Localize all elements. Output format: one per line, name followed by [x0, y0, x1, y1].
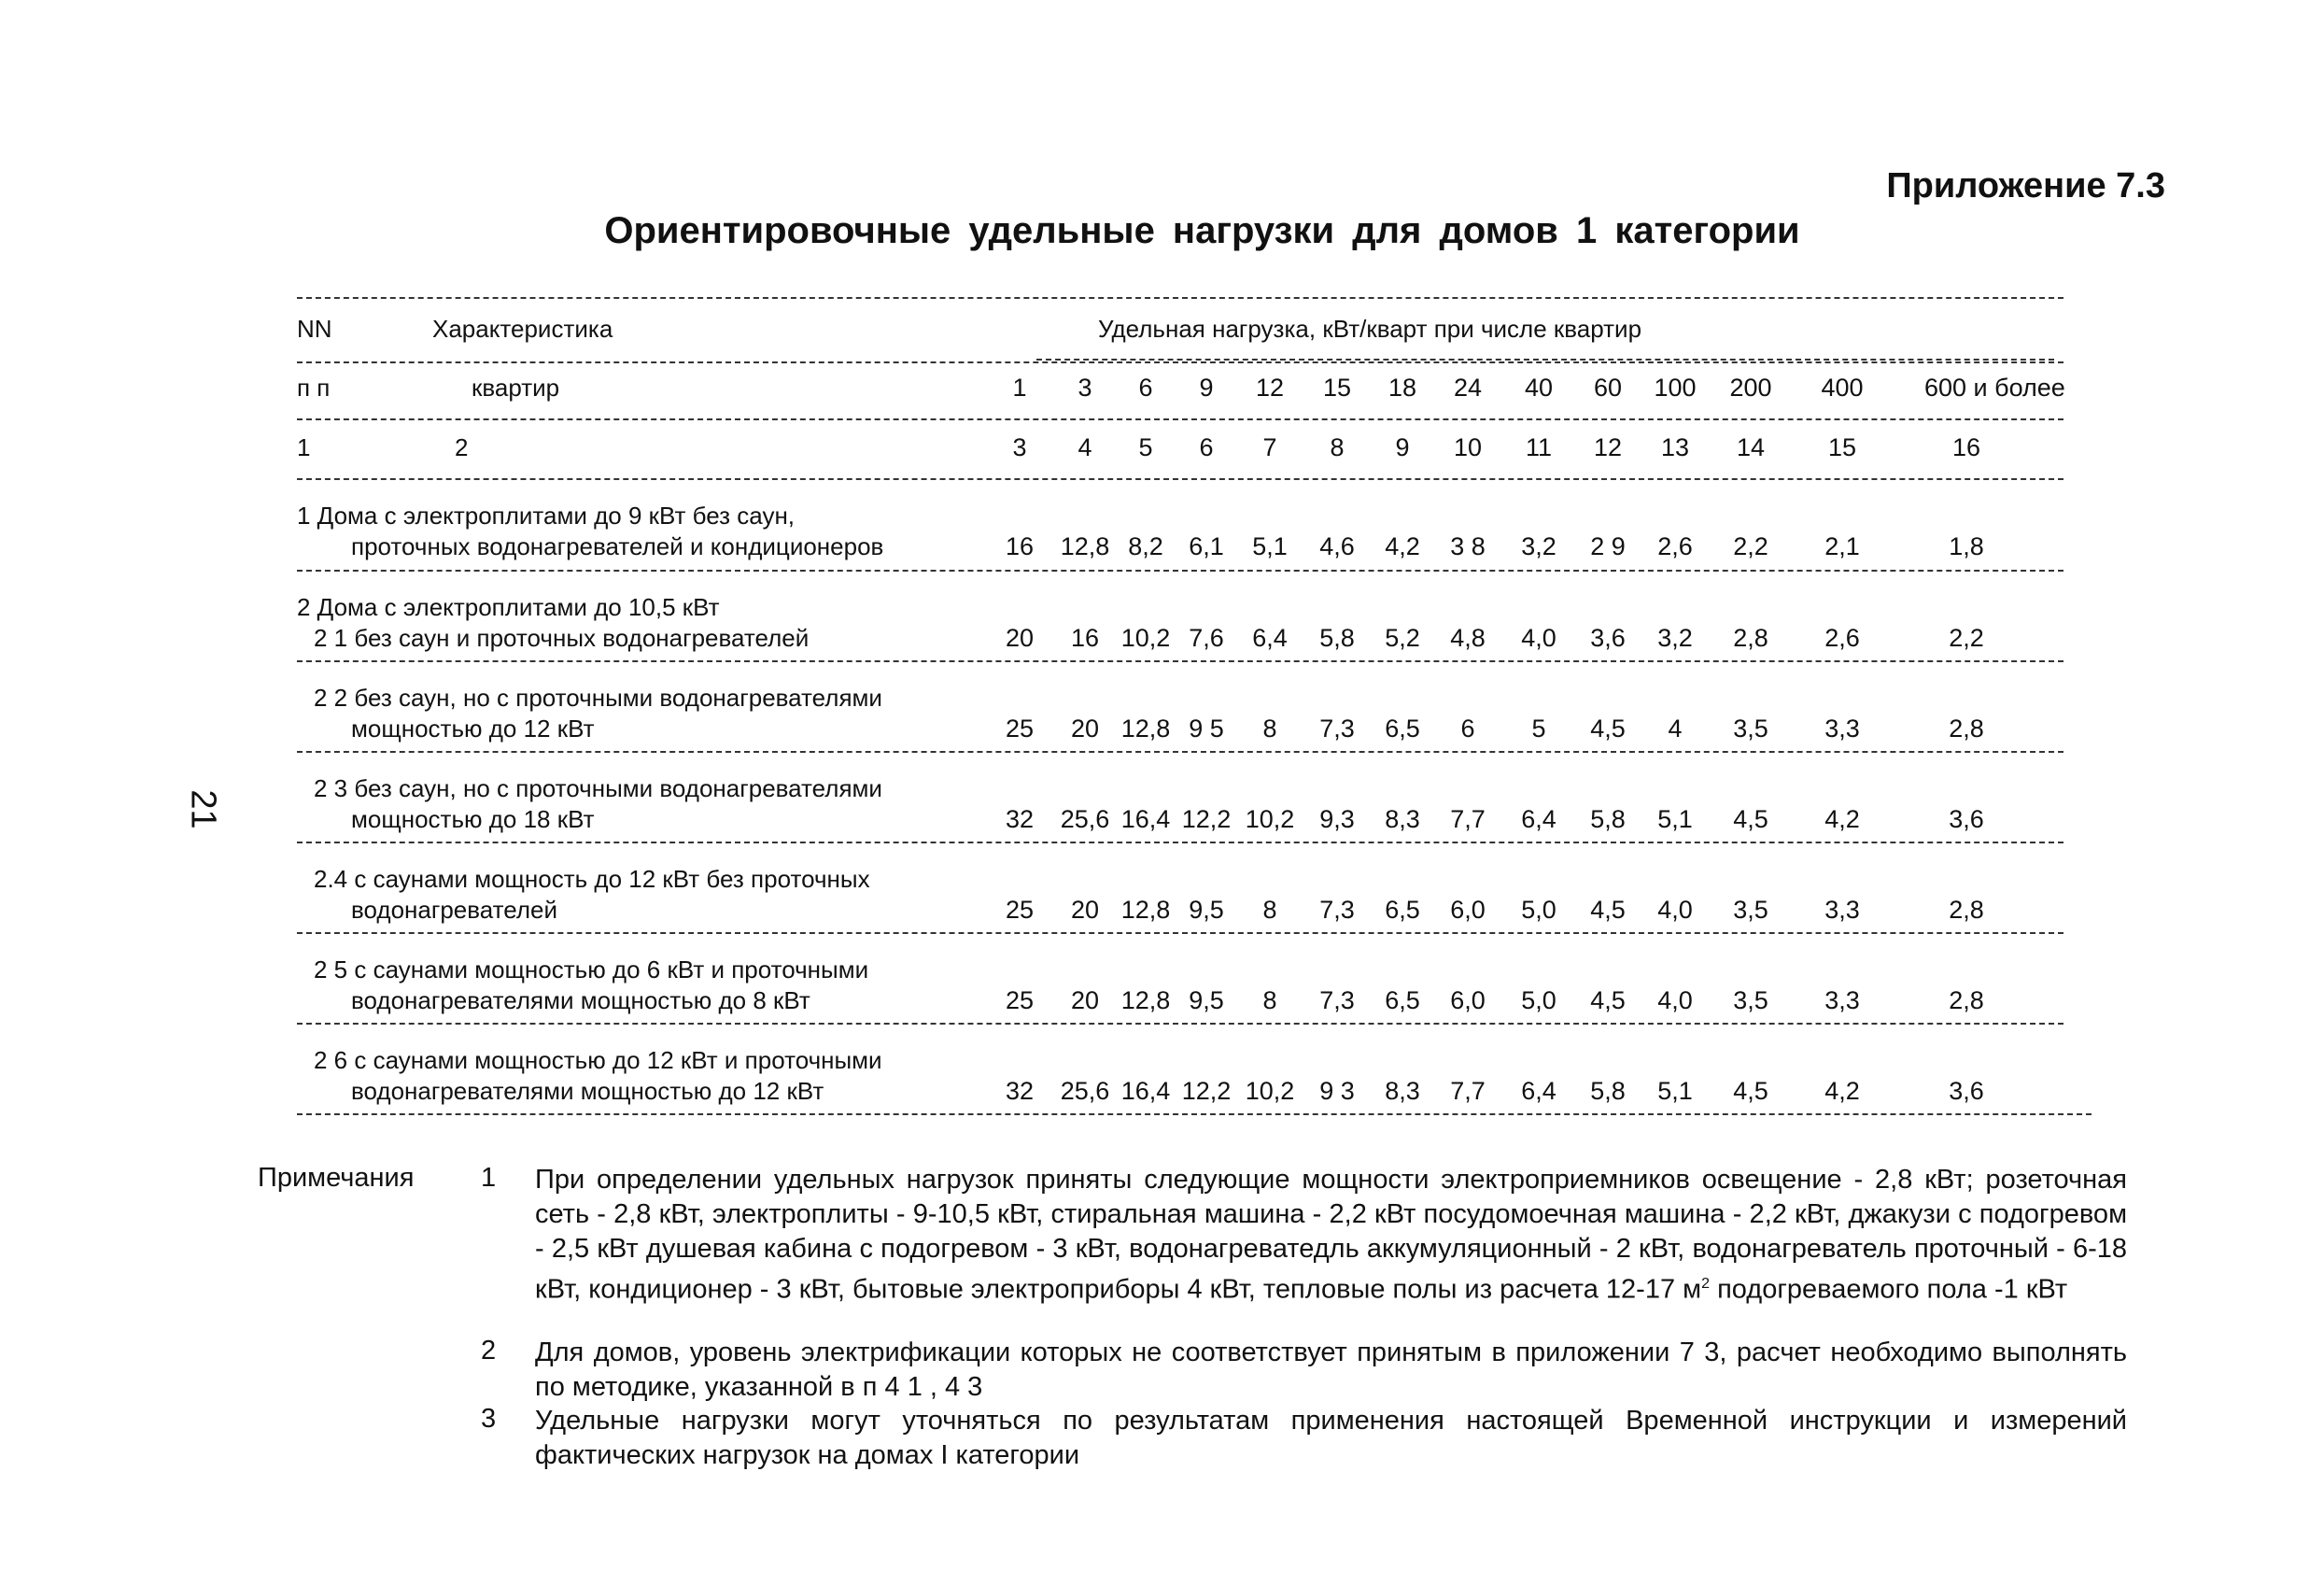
table-row-label: 2 Дома с электроплитами до 10,5 кВт	[297, 593, 720, 621]
table-row-label: водонагревателями мощностью до 8 кВт	[351, 986, 810, 1014]
header-column-number: 7	[1262, 433, 1277, 461]
table-cell-value: 6,4	[1252, 624, 1288, 652]
table-row-label: 2 1 без саун и проточных водонагревателей	[314, 624, 810, 652]
table-cell-value: 6,5	[1385, 715, 1420, 743]
note-text-1	[535, 1163, 2127, 1308]
header-apartment-count: 200	[1729, 374, 1772, 402]
header-column-number: 12	[1593, 433, 1623, 461]
table-cell-value: 12,8	[1120, 986, 1171, 1014]
table-rule	[297, 478, 2063, 480]
table-cell-value: 3,5	[1733, 896, 1768, 924]
table-cell-value: 20	[1070, 896, 1100, 924]
header-nn: NN	[297, 315, 332, 343]
table-cell-value: 16	[1005, 532, 1035, 560]
table-cell-value: 4,0	[1657, 896, 1693, 924]
table-cell-value: 7,3	[1319, 986, 1355, 1014]
table-cell-value: 25	[1005, 896, 1035, 924]
page-title: Ориентировочные удельные нагрузки для домов 1 категории	[604, 210, 1800, 251]
table-cell-value: 4,5	[1590, 896, 1626, 924]
table-cell-value: 8	[1262, 986, 1277, 1014]
table-cell-value: 7,3	[1319, 896, 1355, 924]
table-cell-value: 2,8	[1949, 986, 1984, 1014]
note-text-2: Для домов, уровень электрификации которых не соответствует принятым в приложении 7 3, расчет необходимо выполнять по методике, указанной в п 4 1 , 4 3	[535, 1337, 2127, 1402]
table-row-label: 1 Дома с электроплитами до 9 кВт без саун,	[297, 502, 796, 530]
header-characteristic: Характеристика	[432, 315, 613, 343]
table-cell-value: 4	[1668, 715, 1683, 743]
table-rule	[297, 660, 2063, 662]
table-cell-value: 2,6	[1824, 624, 1860, 652]
notes-label: Примечания	[258, 1163, 415, 1193]
table-cell-value: 5,1	[1657, 805, 1693, 833]
table-cell-value: 4,5	[1733, 805, 1768, 833]
header-apartment-count: 12	[1255, 374, 1285, 402]
table-cell-value: 7,6	[1189, 624, 1224, 652]
table-cell-value: 2,8	[1733, 624, 1768, 652]
table-row-label: мощностью до 18 кВт	[351, 805, 595, 833]
header-column-number: 11	[1525, 433, 1553, 461]
table-cell-value: 8,3	[1385, 1077, 1420, 1105]
note-text-1-tail: подогреваемого пола -1 кВт	[1710, 1274, 2068, 1305]
table-cell-value: 10,2	[1120, 624, 1171, 652]
header-apartment-count: 400	[1821, 374, 1864, 402]
header-characteristic-sub: квартир	[472, 374, 560, 402]
table-row-label: 2 3 без саун, но с проточными водонагревателями	[314, 774, 882, 802]
table-cell-value: 9 3	[1319, 1077, 1355, 1105]
table-cell-value: 20	[1070, 986, 1100, 1014]
header-column-number: 13	[1660, 433, 1690, 461]
table-cell-value: 3,5	[1733, 986, 1768, 1014]
header-apartment-count: 40	[1524, 374, 1554, 402]
table-cell-value: 10,2	[1245, 1077, 1295, 1105]
table-cell-value: 3,6	[1590, 624, 1626, 652]
table-cell-value: 5,2	[1385, 624, 1420, 652]
header-column-number: 1	[297, 433, 311, 461]
table-cell-value: 2,8	[1949, 715, 1984, 743]
table-cell-value: 2,6	[1657, 532, 1693, 560]
header-apartment-count: 18	[1387, 374, 1417, 402]
table-rule	[297, 1113, 2092, 1115]
table-cell-value: 8,2	[1128, 532, 1163, 560]
table-cell-value: 4,0	[1521, 624, 1556, 652]
header-column-number: 5	[1138, 433, 1153, 461]
header-column-number: 14	[1736, 433, 1766, 461]
table-cell-value: 25,6	[1060, 805, 1110, 833]
table-cell-value: 7,7	[1450, 805, 1486, 833]
table-cell-value: 8,3	[1385, 805, 1420, 833]
table-cell-value: 2,2	[1733, 532, 1768, 560]
header-nn-sub: п п	[297, 374, 331, 402]
table-cell-value: 25,6	[1060, 1077, 1110, 1105]
table-rule	[297, 418, 2063, 420]
table-cell-value: 7,7	[1450, 1077, 1486, 1105]
table-cell-value: 3,6	[1949, 805, 1984, 833]
header-column-number: 6	[1199, 433, 1214, 461]
table-cell-value: 3,3	[1824, 986, 1860, 1014]
table-cell-value: 32	[1005, 1077, 1035, 1105]
table-cell-value: 3,2	[1657, 624, 1693, 652]
table-row-label: 2 2 без саун, но с проточными водонагревателями	[314, 684, 882, 712]
table-cell-value: 4,5	[1733, 1077, 1768, 1105]
header-apartment-count: 9	[1199, 374, 1214, 402]
table-cell-value: 32	[1005, 805, 1035, 833]
header-column-number: 10	[1453, 433, 1483, 461]
table-cell-value: 4,2	[1824, 805, 1860, 833]
table-rule	[297, 361, 2063, 363]
table-cell-value: 3,3	[1824, 896, 1860, 924]
table-cell-value: 5,8	[1590, 805, 1626, 833]
table-cell-value: 5,8	[1319, 624, 1355, 652]
header-load-title: Удельная нагрузка, кВт/кварт при числе квартир	[1098, 315, 1642, 343]
table-cell-value: 7,3	[1319, 715, 1355, 743]
table-cell-value: 9,5	[1189, 896, 1224, 924]
header-column-number: 9	[1395, 433, 1410, 461]
table-rule	[297, 1023, 2063, 1025]
table-cell-value: 3 8	[1450, 532, 1486, 560]
table-cell-value: 25	[1005, 715, 1035, 743]
header-column-number: 16	[1951, 433, 1981, 461]
table-rule	[297, 297, 2063, 299]
note-text-3: Удельные нагрузки могут уточняться по результатам применения настоящей Временной инструкции и измерений фактических нагрузок на домах I категории	[535, 1406, 2127, 1470]
header-apartment-count: 600 и более	[1924, 374, 2065, 402]
table-cell-value: 16	[1070, 624, 1100, 652]
table-cell-value: 6,5	[1385, 896, 1420, 924]
table-cell-value: 2,8	[1949, 896, 1984, 924]
table-rule	[297, 570, 2063, 572]
note-number-1: 1	[481, 1163, 497, 1193]
header-column-number: 4	[1077, 433, 1092, 461]
table-cell-value: 8	[1262, 896, 1277, 924]
table-cell-value: 4,2	[1824, 1077, 1860, 1105]
table-cell-value: 3,5	[1733, 715, 1768, 743]
table-cell-value: 2 9	[1590, 532, 1626, 560]
table-cell-value: 5,8	[1590, 1077, 1626, 1105]
table-cell-value: 12,2	[1181, 805, 1232, 833]
table-rule	[297, 751, 2063, 753]
table-cell-value: 10,2	[1245, 805, 1295, 833]
header-apartment-count: 3	[1077, 374, 1092, 402]
header-column-number: 8	[1330, 433, 1345, 461]
table-cell-value: 9,3	[1319, 805, 1355, 833]
table-cell-value: 4,0	[1657, 986, 1693, 1014]
header-apartment-count: 24	[1453, 374, 1483, 402]
table-cell-value: 20	[1005, 624, 1035, 652]
header-apartment-count: 6	[1138, 374, 1153, 402]
table-cell-value: 5,1	[1657, 1077, 1693, 1105]
table-cell-value: 3,6	[1949, 1077, 1984, 1105]
table-cell-value: 6,0	[1450, 896, 1486, 924]
table-cell-value: 12,8	[1060, 532, 1110, 560]
table-row-label: 2 5 с саунами мощностью до 6 кВт и проточными	[314, 955, 869, 984]
note-text-1-main: При определении удельных нагрузок приняты следующие мощности электроприемников освещение - 2,8 кВт; розеточная сеть - 2,8 кВт, электроплиты - 9-10,5 кВт, стиральная машина - 2,2 кВт посудомоечная машина - 2,2 кВт, джакузи с подогревом - 2,5 кВт душевая кабина с подогревом - 3 кВт, водонагреватедль аккумуляционный - 2 кВт, водонагреватель проточный - 6-18 кВт, кондиционер - 3 кВт, бытовые электроприборы 4 кВт, тепловые полы из расчета 12-17 м	[535, 1165, 2127, 1305]
header-apartment-count: 15	[1322, 374, 1352, 402]
table-rule	[297, 932, 2063, 934]
table-cell-value: 20	[1070, 715, 1100, 743]
table-cell-value: 12,8	[1120, 715, 1171, 743]
table-rule	[1036, 359, 2054, 361]
table-row-label: водонагревателями мощностью до 12 кВт	[351, 1077, 824, 1105]
table-cell-value: 2,1	[1824, 532, 1860, 560]
table-row-label: 2.4 с саунами мощность до 12 кВт без проточных	[314, 865, 870, 893]
table-cell-value: 12,2	[1181, 1077, 1232, 1105]
table-cell-value: 6,5	[1385, 986, 1420, 1014]
table-cell-value: 9 5	[1189, 715, 1224, 743]
table-cell-value: 9,5	[1189, 986, 1224, 1014]
table-cell-value: 6,4	[1521, 805, 1556, 833]
note-number-2: 2	[481, 1336, 497, 1366]
table-cell-value: 5	[1531, 715, 1546, 743]
table-cell-value: 8	[1262, 715, 1277, 743]
note-number-3: 3	[481, 1404, 497, 1434]
table-cell-value: 12,8	[1120, 896, 1171, 924]
table-cell-value: 16,4	[1120, 1077, 1171, 1105]
table-cell-value: 4,5	[1590, 986, 1626, 1014]
table-cell-value: 5,0	[1521, 896, 1556, 924]
header-column-number: 2	[455, 433, 469, 461]
header-apartment-count: 100	[1654, 374, 1697, 402]
table-cell-value: 6,4	[1521, 1077, 1556, 1105]
table-cell-value: 3,2	[1521, 532, 1556, 560]
table-cell-value: 5,1	[1252, 532, 1288, 560]
table-cell-value: 1,8	[1949, 532, 1984, 560]
appendix-label: Приложение 7.3	[1886, 166, 2165, 205]
table-cell-value: 4,6	[1319, 532, 1355, 560]
header-apartment-count: 1	[1012, 374, 1027, 402]
table-row-label: водонагревателей	[351, 896, 558, 924]
table-cell-value: 16,4	[1120, 805, 1171, 833]
table-cell-value: 6,1	[1189, 532, 1224, 560]
table-cell-value: 5,0	[1521, 986, 1556, 1014]
header-column-number: 15	[1827, 433, 1857, 461]
header-apartment-count: 60	[1593, 374, 1623, 402]
table-cell-value: 4,2	[1385, 532, 1420, 560]
table-cell-value: 4,5	[1590, 715, 1626, 743]
table-cell-value: 6	[1460, 715, 1475, 743]
table-cell-value: 6,0	[1450, 986, 1486, 1014]
page-number: 21	[183, 789, 223, 829]
table-row-label: 2 6 с саунами мощностью до 12 кВт и проточными	[314, 1046, 882, 1074]
table-row-label: мощностью до 12 кВт	[351, 715, 595, 743]
note-text-1-superscript: 2	[1701, 1276, 1711, 1292]
table-cell-value: 2,2	[1949, 624, 1984, 652]
table-cell-value: 4,8	[1450, 624, 1486, 652]
table-cell-value: 25	[1005, 986, 1035, 1014]
table-cell-value: 3,3	[1824, 715, 1860, 743]
table-rule	[297, 842, 2063, 843]
header-column-number: 3	[1012, 433, 1027, 461]
table-row-label: проточных водонагревателей и кондиционеров	[351, 532, 884, 560]
